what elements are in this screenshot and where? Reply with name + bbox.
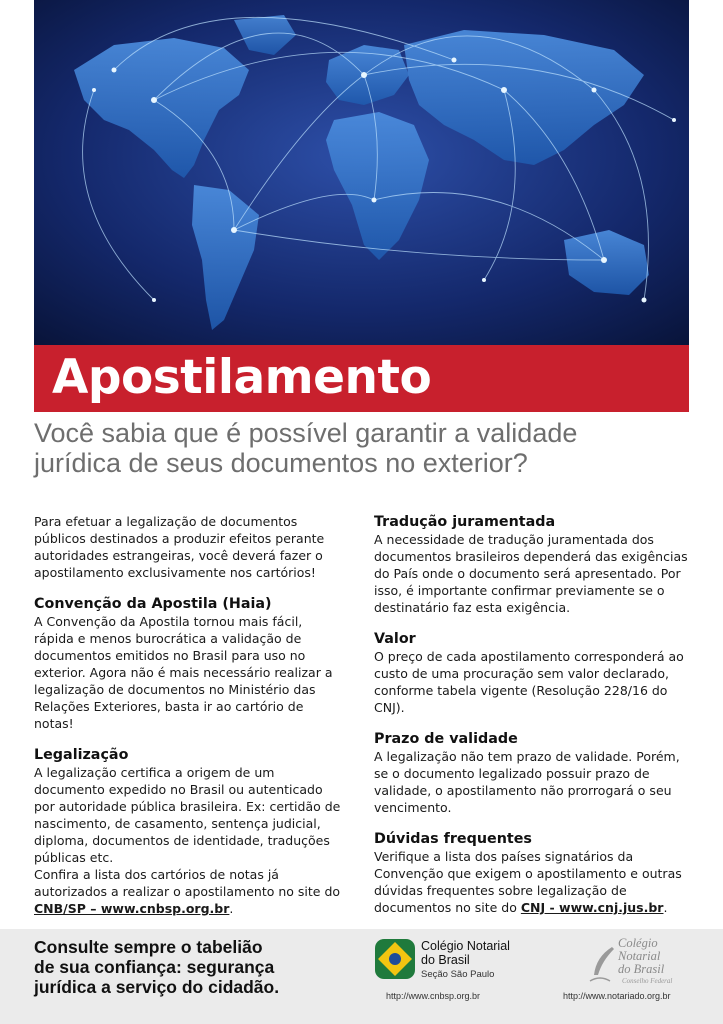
cta-line-1: Consulte sempre o tabelião [34,937,263,957]
footer [0,929,723,1024]
section-legalizacao [34,746,344,917]
quill-pen-icon [586,945,618,985]
world-map-illustration [34,0,689,345]
page-title: Apostilamento [52,350,432,405]
intro-paragraph: Para efetuar a legalização de documentos públicos destinados a produzir efeitos perante autoridades estrangeiras, você deverá fazer o apostilamento exclusivamente nos cartórios! [34,514,325,580]
logo2-name [618,937,664,976]
logo1-name [421,939,510,967]
hero-world-map-image [34,0,689,345]
title-banner [34,345,689,412]
section-traducao [374,513,694,616]
logo2-name-line-1: Colégio [618,936,658,950]
section-body: A legalização certifica a origem de um documento expedido no Brasil ou autenticado por autoridade pública brasileira. Ex: certidão de nascimento, de casamento, sentença judicial, diploma, documentos de identidade, traduções públicas etc. [34,765,341,865]
logo2-name-line-2: Notarial [618,949,661,963]
left-column [34,513,344,931]
section-body: A legalização não tem prazo de validade. Porém, se o documento legalizado possuir prazo de validade, o apostilamento não prorrogará o seu vencimento. [374,749,680,815]
logo2-subtitle: Conselho Federal [622,977,673,985]
section-body-text: Verifique a lista dos países signatários da Convenção que exigem o apostilamento e outras dúvidas frequentes sobre legalização de documentos no site do [374,849,682,915]
cnj-link[interactable]: CNJ - www.cnj.jus.br [520,900,664,915]
section-body: A necessidade de tradução juramentada dos documentos brasileiros dependerá das exigências do País onde o documento será apresentado. Por isso, é importante confirmar previamente se o destinatário faz esta exigência. [374,532,688,615]
subtitle [34,418,689,478]
cnbsp-link[interactable]: CNB/SP – www.cnbsp.org.br [34,901,230,916]
cnbsp-url[interactable]: http://www.cnbsp.org.br [386,991,481,1001]
section-body: O preço de cada apostilamento corresponderá ao custo de uma procuração sem valor declarado, conforme tabela vigente (Resolução 228/16 do CNJ). [374,649,684,715]
logo1-name-line-2: do Brasil [421,953,470,967]
cnbsp-logo [375,939,535,987]
section-heading: Dúvidas frequentes [374,831,532,847]
footer-cta [34,937,334,997]
logo2-name-line-3: do Brasil [618,962,665,976]
notariado-url[interactable]: http://www.notariado.org.br [563,991,671,1001]
cta-line-3: jurídica a serviço do cidadão. [34,977,280,997]
section-prazo [374,730,694,816]
logo1-name-line-1: Colégio Notarial [421,939,510,953]
notariado-logo [586,937,706,987]
section-heading: Tradução juramentada [374,514,556,530]
section-heading: Convenção da Apostila (Haia) [34,596,272,612]
subtitle-line-1: Você sabia que é possível garantir a validade [34,418,578,448]
section-convencao [34,595,344,732]
cta-line-2: de sua confiança: segurança [34,957,275,977]
right-column [374,513,694,930]
link-suffix: . [663,900,668,915]
section-body-2 [34,866,344,917]
logo1-subtitle: Seção São Paulo [421,969,495,980]
section-heading: Valor [374,631,416,647]
link-suffix: . [229,901,234,916]
cnb-emblem-icon [375,939,415,979]
section-body-2-text: Confira a lista dos cartórios de notas já autorizados a realizar o apostilamento no site do [34,867,341,899]
section-heading: Legalização [34,747,129,763]
section-heading: Prazo de validade [374,731,518,747]
section-valor [374,630,694,716]
section-body: A Convenção da Apostila tornou mais fácil, rápida e menos burocrática a validação de documentos emitidos no Brasil para uso no exterior. Agora não é mais necessário realizar a legalização de documentos no Ministério das Relações Exteriores, basta ir ao cartório de notas! [34,614,333,731]
section-duvidas [374,830,694,916]
subtitle-line-2: jurídica de seus documentos no exterior? [34,448,528,478]
section-body [374,848,694,916]
